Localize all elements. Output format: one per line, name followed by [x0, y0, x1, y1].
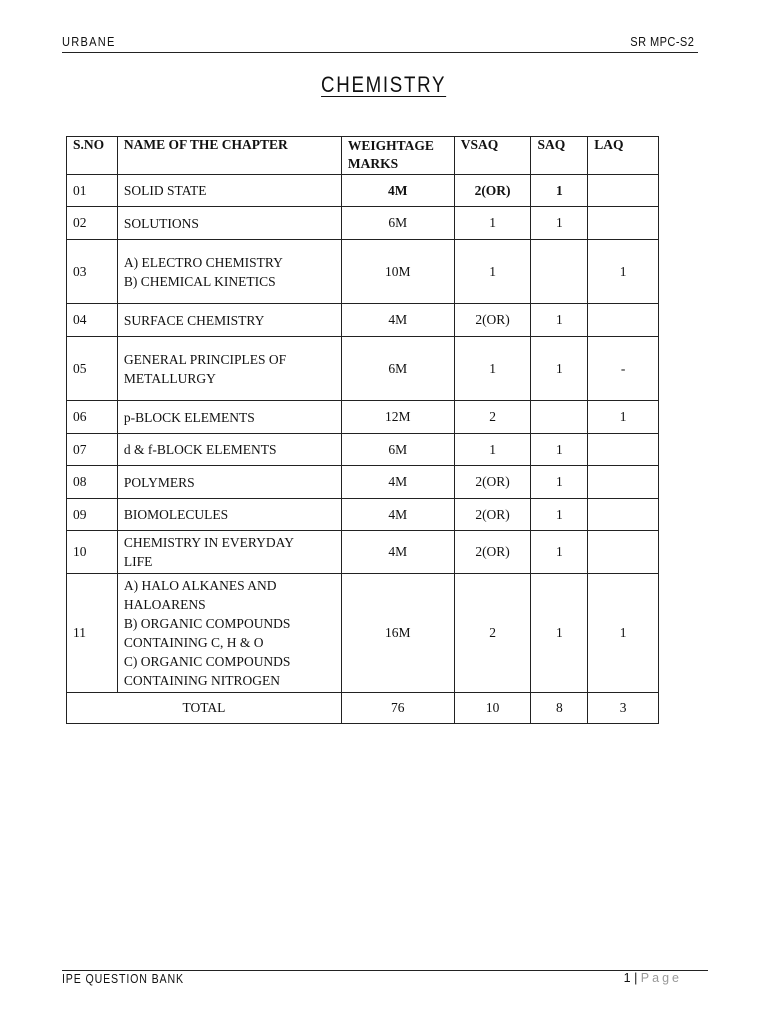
cell-sno: 06	[67, 401, 118, 434]
table-row	[67, 401, 659, 434]
cell-chapter-name: POLYMERS	[117, 466, 341, 499]
cell-laq	[588, 499, 659, 531]
col-header-vsaq: VSAQ	[454, 137, 531, 175]
cell-chapter-name: GENERAL PRINCIPLES OF METALLURGY	[117, 337, 341, 401]
cell-sno: 02	[67, 207, 118, 240]
cell-chapter-name: BIOMOLECULES	[117, 499, 341, 531]
cell-saq: 1	[531, 499, 588, 531]
table-total-row	[67, 693, 659, 724]
cell-weightage: 4M	[341, 531, 454, 574]
cell-vsaq: 2(OR)	[454, 175, 531, 207]
cell-saq: 1	[531, 434, 588, 466]
cell-laq	[588, 531, 659, 574]
cell-weightage: 4M	[341, 175, 454, 207]
cell-total-laq: 3	[588, 693, 659, 724]
col-header-weightage: WEIGHTAGE MARKS	[341, 137, 454, 175]
cell-vsaq: 2	[454, 574, 531, 693]
cell-vsaq: 1	[454, 337, 531, 401]
cell-total-weightage: 76	[341, 693, 454, 724]
cell-vsaq: 2(OR)	[454, 304, 531, 337]
cell-laq	[588, 304, 659, 337]
cell-saq: 1	[531, 337, 588, 401]
footer-rule	[62, 970, 708, 971]
page-word: Page	[640, 971, 682, 985]
cell-chapter-name: CHEMISTRY IN EVERYDAY LIFE	[117, 531, 341, 574]
cell-laq: -	[588, 337, 659, 401]
cell-chapter-name: A) HALO ALKANES AND HALOARENS B) ORGANIC COMPOUNDS CONTAINING C, H & O C) ORGANIC COMPOUNDS CONTAINING NITROGEN	[117, 574, 341, 693]
cell-total-label: TOTAL	[67, 693, 342, 724]
cell-chapter-name: d & f-BLOCK ELEMENTS	[117, 434, 341, 466]
table-row	[67, 574, 659, 693]
cell-sno: 05	[67, 337, 118, 401]
cell-weightage: 6M	[341, 207, 454, 240]
cell-weightage: 12M	[341, 401, 454, 434]
cell-laq	[588, 434, 659, 466]
cell-chapter-name: SOLID STATE	[117, 175, 341, 207]
page-separator: |	[634, 971, 638, 985]
cell-sno: 04	[67, 304, 118, 337]
cell-weightage: 6M	[341, 337, 454, 401]
cell-total-vsaq: 10	[454, 693, 531, 724]
cell-chapter-name: SOLUTIONS	[117, 207, 341, 240]
cell-sno: 03	[67, 240, 118, 304]
cell-saq: 1	[531, 207, 588, 240]
cell-weightage: 4M	[341, 499, 454, 531]
page-title	[0, 72, 768, 98]
table-row	[67, 175, 659, 207]
col-header-laq: LAQ	[588, 137, 659, 175]
footer-left: IPE QUESTION BANK	[62, 972, 184, 986]
col-header-saq: SAQ	[531, 137, 588, 175]
cell-saq: 1	[531, 574, 588, 693]
cell-chapter-name: SURFACE CHEMISTRY	[117, 304, 341, 337]
table-row	[67, 434, 659, 466]
cell-saq: 1	[531, 531, 588, 574]
table-row	[67, 304, 659, 337]
header-rule	[62, 52, 698, 53]
table-header-row	[67, 137, 659, 175]
page-title-text: CHEMISTRY	[321, 72, 447, 97]
weightage-table	[66, 136, 659, 724]
header-left: URBANE	[62, 34, 116, 49]
cell-sno: 10	[67, 531, 118, 574]
cell-weightage: 10M	[341, 240, 454, 304]
cell-laq	[588, 207, 659, 240]
cell-vsaq: 1	[454, 207, 531, 240]
cell-sno: 08	[67, 466, 118, 499]
cell-sno: 09	[67, 499, 118, 531]
cell-laq: 1	[588, 401, 659, 434]
cell-vsaq: 1	[454, 240, 531, 304]
cell-vsaq: 2(OR)	[454, 531, 531, 574]
cell-laq: 1	[588, 240, 659, 304]
cell-total-saq: 8	[531, 693, 588, 724]
cell-laq: 1	[588, 574, 659, 693]
footer-page	[624, 971, 682, 985]
table-row	[67, 499, 659, 531]
cell-vsaq: 2(OR)	[454, 466, 531, 499]
cell-laq	[588, 466, 659, 499]
cell-sno: 11	[67, 574, 118, 693]
table-row	[67, 240, 659, 304]
cell-saq: 1	[531, 175, 588, 207]
cell-saq: 1	[531, 304, 588, 337]
cell-weightage: 4M	[341, 466, 454, 499]
page-number: 1	[623, 971, 631, 985]
cell-saq: 1	[531, 466, 588, 499]
table-row	[67, 337, 659, 401]
cell-laq	[588, 175, 659, 207]
cell-vsaq: 1	[454, 434, 531, 466]
cell-weightage: 16M	[341, 574, 454, 693]
col-header-name: NAME OF THE CHAPTER	[117, 137, 341, 175]
cell-weightage: 6M	[341, 434, 454, 466]
cell-weightage: 4M	[341, 304, 454, 337]
cell-vsaq: 2	[454, 401, 531, 434]
table-row	[67, 466, 659, 499]
cell-saq	[531, 240, 588, 304]
cell-saq	[531, 401, 588, 434]
cell-chapter-name: A) ELECTRO CHEMISTRY B) CHEMICAL KINETICS	[117, 240, 341, 304]
col-header-sno: S.NO	[67, 137, 118, 175]
table-row	[67, 531, 659, 574]
cell-vsaq: 2(OR)	[454, 499, 531, 531]
cell-sno: 07	[67, 434, 118, 466]
table-row	[67, 207, 659, 240]
cell-chapter-name: p-BLOCK ELEMENTS	[117, 401, 341, 434]
header-right: SR MPC-S2	[629, 34, 694, 49]
cell-sno: 01	[67, 175, 118, 207]
